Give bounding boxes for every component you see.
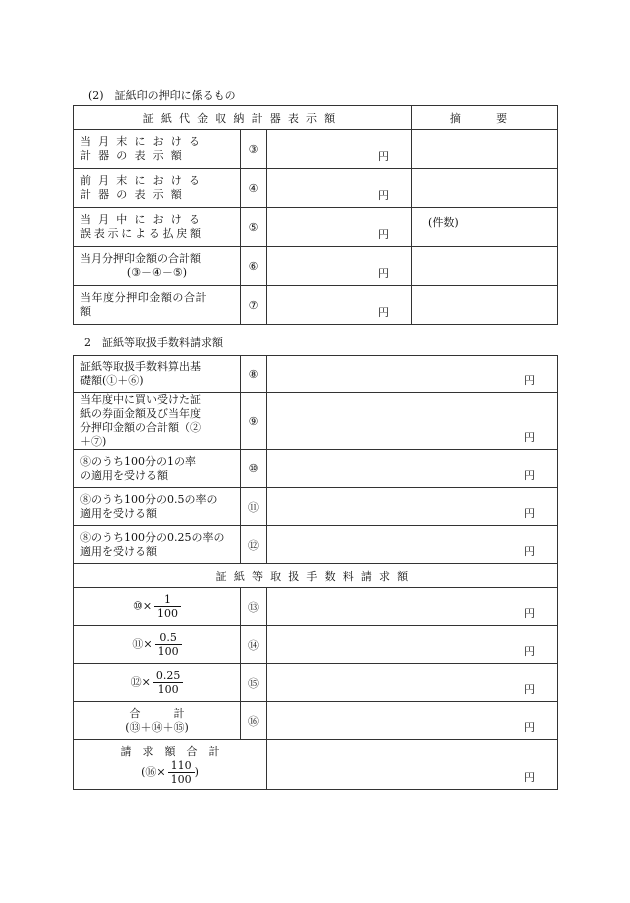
row-label: 当月末における 計器の表示額: [74, 130, 241, 169]
row-label: 当月分押印金額の合計額 (③－④－⑤): [74, 247, 241, 286]
remarks-field[interactable]: [412, 247, 558, 286]
row-number: ⑯: [241, 702, 267, 740]
row-label: 当年度中に買い受けた証 紙の券面金額及び当年度 分押印金額の合計額（② ＋⑦): [74, 393, 241, 450]
stamp-meter-table: [73, 105, 558, 325]
amount-field[interactable]: 円: [267, 626, 558, 664]
amount-field[interactable]: 円: [267, 286, 412, 325]
meter-header: 証紙代金収納計器表示額: [74, 106, 412, 130]
amount-field[interactable]: 円: [267, 208, 412, 247]
row-number: ⑥: [241, 247, 267, 286]
count-label: (件数): [428, 216, 459, 229]
row-number: ⑨: [241, 393, 267, 450]
remarks-header: 摘 要: [412, 106, 558, 130]
fee-request-band: 証紙等取扱手数料請求額: [74, 564, 558, 588]
row-number: ⑤: [241, 208, 267, 247]
amount-field[interactable]: 円: [267, 740, 558, 790]
amount-field[interactable]: 円: [267, 356, 558, 393]
row-number: ⑩: [241, 450, 267, 488]
remarks-field[interactable]: [412, 130, 558, 169]
row-number: ⑧: [241, 356, 267, 393]
amount-field[interactable]: 円: [267, 588, 558, 626]
fee-request-table: [73, 355, 558, 790]
amount-field[interactable]: 円: [267, 488, 558, 526]
row-number: ⑬: [241, 588, 267, 626]
section-heading-fee: 2 証紙等取扱手数料請求額: [84, 336, 223, 349]
fraction: $\frac{0.5}{100}$: [155, 631, 182, 658]
calc-label: ⑪× $\frac{0.5}{100}$: [74, 626, 241, 664]
row-number: ⑭: [241, 626, 267, 664]
row-number: ④: [241, 169, 267, 208]
remarks-field[interactable]: [412, 208, 558, 247]
row-number: ⑫: [241, 526, 267, 564]
amount-field[interactable]: 円: [267, 702, 558, 740]
row-label: ⑧のうち100分の1の率 の適用を受ける額: [74, 450, 241, 488]
calc-label: ⑩× $\frac{1}{100}$: [74, 588, 241, 626]
amount-field[interactable]: 円: [267, 393, 558, 450]
amount-field[interactable]: 円: [267, 450, 558, 488]
row-label: 当月中における 誤表示による払戻額: [74, 208, 241, 247]
calc-label: ⑫× $\frac{0.25}{100}$: [74, 664, 241, 702]
amount-field[interactable]: 円: [267, 169, 412, 208]
remarks-field[interactable]: [412, 286, 558, 325]
row-number: ⑦: [241, 286, 267, 325]
row-label: ⑧のうち100分の0.25の率の 適用を受ける額: [74, 526, 241, 564]
row-label: 証紙等取扱手数料算出基 礎額(①＋⑥): [74, 356, 241, 393]
amount-field[interactable]: 円: [267, 130, 412, 169]
row-label: 当年度分押印金額の合計 額: [74, 286, 241, 325]
row-number: ⑪: [241, 488, 267, 526]
amount-field[interactable]: 円: [267, 664, 558, 702]
row-number: ③: [241, 130, 267, 169]
request-total-label: 請 求 額 合 計 (⑯× $\frac{110}{100}$ ): [74, 740, 267, 790]
fraction: $\frac{0.25}{100}$: [153, 669, 184, 696]
amount-field[interactable]: 円: [267, 526, 558, 564]
total-label: 合 計 (⑬＋⑭＋⑮): [74, 702, 241, 740]
row-label: ⑧のうち100分の0.5の率の 適用を受ける額: [74, 488, 241, 526]
fraction: $\frac{1}{100}$: [154, 593, 181, 620]
remarks-field[interactable]: [412, 169, 558, 208]
amount-field[interactable]: 円: [267, 247, 412, 286]
row-label: 前月末における 計器の表示額: [74, 169, 241, 208]
fraction: $\frac{110}{100}$: [168, 759, 195, 786]
section-heading-stamp: (2) 証紙印の押印に係るもの: [88, 89, 236, 102]
row-number: ⑮: [241, 664, 267, 702]
